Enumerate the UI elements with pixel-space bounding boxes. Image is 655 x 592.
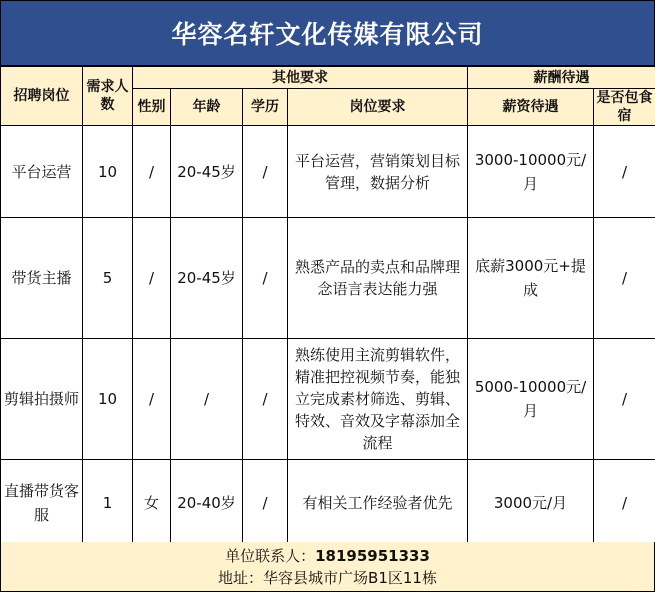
- header-education: 学历: [243, 89, 288, 126]
- cell-education: /: [243, 339, 288, 460]
- cell-count: 1: [83, 460, 133, 546]
- cell-board: /: [594, 126, 655, 218]
- header-position: 招聘岗位: [1, 67, 83, 126]
- cell-salary: 3000元/月: [468, 460, 594, 546]
- contact-phone: 18195951333: [315, 546, 430, 565]
- cell-gender: /: [133, 339, 171, 460]
- cell-age: 20-40岁: [171, 460, 243, 546]
- company-title: 华容名轩文化传媒有限公司: [0, 0, 655, 66]
- header-gender: 性别: [133, 89, 171, 126]
- contact-footer: [0, 542, 655, 592]
- cell-salary: 底薪3000元+提成: [468, 218, 594, 339]
- table-row: [1, 460, 655, 546]
- cell-requirements: 熟悉产品的卖点和品牌理念语言表达能力强: [288, 218, 468, 339]
- cell-age: 20-45岁: [171, 126, 243, 218]
- cell-education: /: [243, 126, 288, 218]
- header-salary-group: 薪酬待遇: [468, 67, 655, 89]
- cell-education: /: [243, 218, 288, 339]
- table-row: [1, 218, 655, 339]
- cell-position: 直播带货客服: [1, 460, 83, 546]
- cell-salary: 3000-10000元/月: [468, 126, 594, 218]
- table-row: [1, 339, 655, 460]
- cell-count: 10: [83, 339, 133, 460]
- cell-board: /: [594, 218, 655, 339]
- header-salary: 薪资待遇: [468, 89, 594, 126]
- cell-board: /: [594, 460, 655, 546]
- header-count: 需求人数: [83, 67, 133, 126]
- cell-gender: /: [133, 218, 171, 339]
- cell-position: 带货主播: [1, 218, 83, 339]
- table-row: [1, 126, 655, 218]
- header-board: 是否包食宿: [594, 89, 655, 126]
- cell-requirements: 平台运营，营销策划目标管理，数据分析: [288, 126, 468, 218]
- cell-position: 剪辑拍摄师: [1, 339, 83, 460]
- cell-age: /: [171, 339, 243, 460]
- cell-requirements: 熟练使用主流剪辑软件，精准把控视频节奏，能独立完成素材筛选、剪辑、特效、音效及字幕添加全流程: [288, 339, 468, 460]
- cell-education: /: [243, 460, 288, 546]
- cell-age: 20-45岁: [171, 218, 243, 339]
- header-row-1: [1, 67, 655, 89]
- cell-salary: 5000-10000元/月: [468, 339, 594, 460]
- address-line: 地址：华容县城市广场B1区11栋: [218, 568, 437, 587]
- cell-board: /: [594, 339, 655, 460]
- cell-requirements: 有相关工作经验者优先: [288, 460, 468, 546]
- cell-position: 平台运营: [1, 126, 83, 218]
- header-age: 年龄: [171, 89, 243, 126]
- cell-gender: /: [133, 126, 171, 218]
- recruitment-table: [0, 66, 655, 546]
- header-requirements: 岗位要求: [288, 89, 468, 126]
- cell-gender: 女: [133, 460, 171, 546]
- contact-line: [225, 545, 430, 567]
- cell-count: 5: [83, 218, 133, 339]
- cell-count: 10: [83, 126, 133, 218]
- contact-label: 单位联系人：: [225, 546, 316, 565]
- header-other: 其他要求: [133, 67, 468, 89]
